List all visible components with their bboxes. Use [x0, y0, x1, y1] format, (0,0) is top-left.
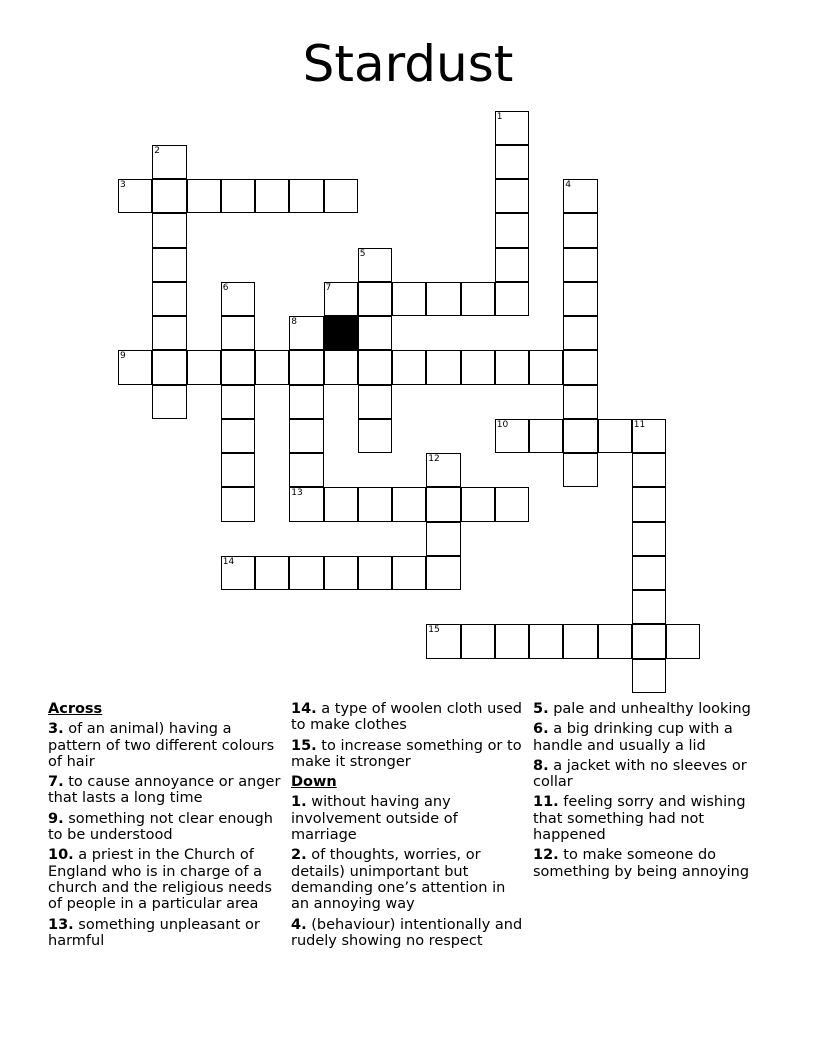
- grid-cell[interactable]: [495, 248, 529, 282]
- clue-column-3: [533, 701, 769, 884]
- grid-cell[interactable]: [563, 179, 597, 213]
- grid-cell[interactable]: [392, 556, 426, 590]
- grid-cell[interactable]: [118, 350, 152, 384]
- grid-cell[interactable]: [255, 556, 289, 590]
- clue-number: 3: [120, 180, 126, 190]
- grid-cell[interactable]: [632, 624, 666, 658]
- clue-number: 2: [154, 145, 160, 156]
- clue-across-10[interactable]: 10. a priest in the Church of England who is in charge of a church and the religious needs of people in a particular area: [48, 847, 272, 913]
- grid-cell[interactable]: [598, 624, 632, 658]
- grid-cell[interactable]: [358, 316, 392, 350]
- grid-cell[interactable]: [358, 282, 392, 316]
- grid-cell[interactable]: [152, 145, 186, 179]
- grid-cell[interactable]: [426, 453, 460, 487]
- grid-cell[interactable]: [632, 453, 666, 487]
- clue-down-12[interactable]: 12. to make someone do something by being annoying: [533, 847, 750, 880]
- clue-down-11[interactable]: 11. feeling sorry and wishing that something had not happened: [533, 794, 746, 844]
- grid-cell[interactable]: [563, 248, 597, 282]
- grid-cell[interactable]: [289, 385, 323, 419]
- grid-cell[interactable]: [324, 556, 358, 590]
- grid-cell[interactable]: [495, 111, 529, 145]
- grid-cell[interactable]: [392, 487, 426, 521]
- grid-cell[interactable]: [221, 556, 255, 590]
- grid-cell[interactable]: [152, 350, 186, 384]
- grid-cell[interactable]: [221, 419, 255, 453]
- clue-across-3[interactable]: 3. of an animal) having a pattern of two different colours of hair: [48, 721, 275, 770]
- clue-number: 4: [565, 180, 571, 190]
- grid-cell[interactable]: [529, 624, 563, 658]
- grid-cell[interactable]: [632, 487, 666, 521]
- grid-cell[interactable]: [255, 350, 289, 384]
- clue-down-6[interactable]: 6. a big drinking cup with a handle and usually a lid: [533, 721, 733, 754]
- grid-cell[interactable]: [358, 248, 392, 282]
- clue-down-8[interactable]: 8. a jacket with no sleeves or collar: [533, 757, 747, 791]
- grid-cell[interactable]: [358, 487, 392, 521]
- grid-cell[interactable]: [289, 453, 323, 487]
- grid-cell[interactable]: [563, 350, 597, 384]
- grid-cell[interactable]: [495, 624, 529, 658]
- grid-cell[interactable]: [426, 522, 460, 556]
- grid-cell[interactable]: [187, 179, 221, 213]
- puzzle-title: Stardust: [302, 35, 514, 93]
- clue-number: 8: [291, 317, 297, 327]
- grid-cell[interactable]: [563, 624, 597, 658]
- clue-number: 6: [222, 282, 229, 293]
- grid-cell[interactable]: [495, 487, 529, 521]
- grid-cell[interactable]: [152, 385, 186, 419]
- grid-cell[interactable]: [324, 487, 358, 521]
- grid-cell[interactable]: [563, 316, 597, 350]
- clue-number: 13: [291, 488, 303, 499]
- grid-cell[interactable]: [426, 487, 460, 521]
- grid-cell[interactable]: [221, 453, 255, 487]
- grid-cell[interactable]: [529, 350, 563, 384]
- clue-across-14[interactable]: 14. a type of woolen cloth used to make clothes: [291, 701, 522, 734]
- clue-across-13[interactable]: 13. something unpleasant or harmful: [48, 916, 260, 949]
- grid-cell[interactable]: [563, 453, 597, 487]
- across-header: Across: [48, 701, 103, 717]
- grid-cell[interactable]: [495, 213, 529, 247]
- grid-cell[interactable]: [358, 385, 392, 419]
- grid-cell[interactable]: [152, 282, 186, 316]
- grid-cell[interactable]: [495, 282, 529, 316]
- grid-cell[interactable]: [392, 282, 426, 316]
- grid-cell[interactable]: [221, 350, 255, 384]
- grid-cell[interactable]: [221, 385, 255, 419]
- grid-cell[interactable]: [289, 179, 323, 213]
- clue-down-5[interactable]: 5. pale and unhealthy looking: [533, 701, 751, 717]
- grid-cell[interactable]: [632, 522, 666, 556]
- grid-cell[interactable]: [666, 624, 700, 658]
- clue-down-2[interactable]: 2. of thoughts, worries, or details) unimportant but demanding one’s attention in an annoying way: [291, 847, 506, 913]
- grid-cell[interactable]: [426, 624, 460, 658]
- grid-cell[interactable]: [632, 556, 666, 590]
- clue-across-7[interactable]: 7. to cause annoyance or anger that lasts a long time: [48, 774, 281, 807]
- clue-down-4[interactable]: 4. (behaviour) intentionally and rudely showing no respect: [291, 916, 523, 949]
- grid-cell[interactable]: [426, 556, 460, 590]
- clue-number: 14: [222, 556, 235, 567]
- grid-cell[interactable]: [563, 385, 597, 419]
- clue-across-9[interactable]: 9. something not clear enough to be understood: [48, 810, 273, 844]
- grid-cell[interactable]: [324, 179, 358, 213]
- grid-cell[interactable]: [358, 419, 392, 453]
- clue-number: 7: [325, 282, 332, 293]
- grid-cell[interactable]: [152, 213, 186, 247]
- grid-cell[interactable]: [118, 179, 152, 213]
- grid-cell[interactable]: [495, 350, 529, 384]
- grid-cell[interactable]: [461, 487, 495, 521]
- clue-column-1: [48, 701, 284, 953]
- grid-cell[interactable]: [426, 282, 460, 316]
- grid-cell[interactable]: [221, 179, 255, 213]
- grid-cell[interactable]: [632, 419, 666, 453]
- clue-number: 5: [359, 248, 366, 259]
- grid-black-cell: [324, 316, 358, 350]
- grid-cell[interactable]: [495, 145, 529, 179]
- grid-cell[interactable]: [598, 419, 632, 453]
- grid-cell[interactable]: [461, 282, 495, 316]
- clue-across-15[interactable]: 15. to increase something or to make it stronger: [291, 737, 522, 770]
- clue-number: 11: [633, 419, 646, 430]
- grid-cell[interactable]: [632, 659, 666, 693]
- grid-cell[interactable]: [255, 179, 289, 213]
- down-header: Down: [291, 774, 337, 791]
- grid-cell[interactable]: [461, 624, 495, 658]
- grid-cell[interactable]: [563, 419, 597, 453]
- grid-cell[interactable]: [495, 179, 529, 213]
- clue-number: 9: [120, 351, 126, 362]
- grid-cell[interactable]: [358, 350, 392, 384]
- grid-cell[interactable]: [289, 350, 323, 384]
- grid-cell[interactable]: [529, 419, 563, 453]
- grid-cell[interactable]: [289, 556, 323, 590]
- clue-number: 1: [496, 111, 503, 122]
- grid-cell[interactable]: [632, 590, 666, 624]
- grid-cell[interactable]: [563, 282, 597, 316]
- grid-cell[interactable]: [289, 419, 323, 453]
- clue-number: 15: [428, 625, 440, 636]
- grid-cell[interactable]: [221, 282, 255, 316]
- grid-cell[interactable]: [152, 179, 186, 213]
- clue-down-1[interactable]: 1. without having any involvement outside of marriage: [291, 794, 458, 844]
- clue-number: 12: [428, 454, 440, 464]
- grid-cell[interactable]: [152, 248, 186, 282]
- grid-cell[interactable]: [187, 350, 221, 384]
- grid-cell[interactable]: [358, 556, 392, 590]
- grid-cell[interactable]: [426, 350, 460, 384]
- grid-cell[interactable]: [324, 350, 358, 384]
- clue-number: 10: [496, 419, 509, 430]
- grid-cell[interactable]: [221, 487, 255, 521]
- grid-cell[interactable]: [289, 487, 323, 521]
- grid-cell[interactable]: [461, 350, 495, 384]
- clue-column-2: [291, 701, 527, 953]
- grid-cell[interactable]: [392, 350, 426, 384]
- grid-cell[interactable]: [324, 282, 358, 316]
- grid-cell[interactable]: [563, 213, 597, 247]
- grid-cell[interactable]: [495, 419, 529, 453]
- grid-cell[interactable]: [289, 316, 323, 350]
- grid-cell[interactable]: [221, 316, 255, 350]
- grid-cell[interactable]: [152, 316, 186, 350]
